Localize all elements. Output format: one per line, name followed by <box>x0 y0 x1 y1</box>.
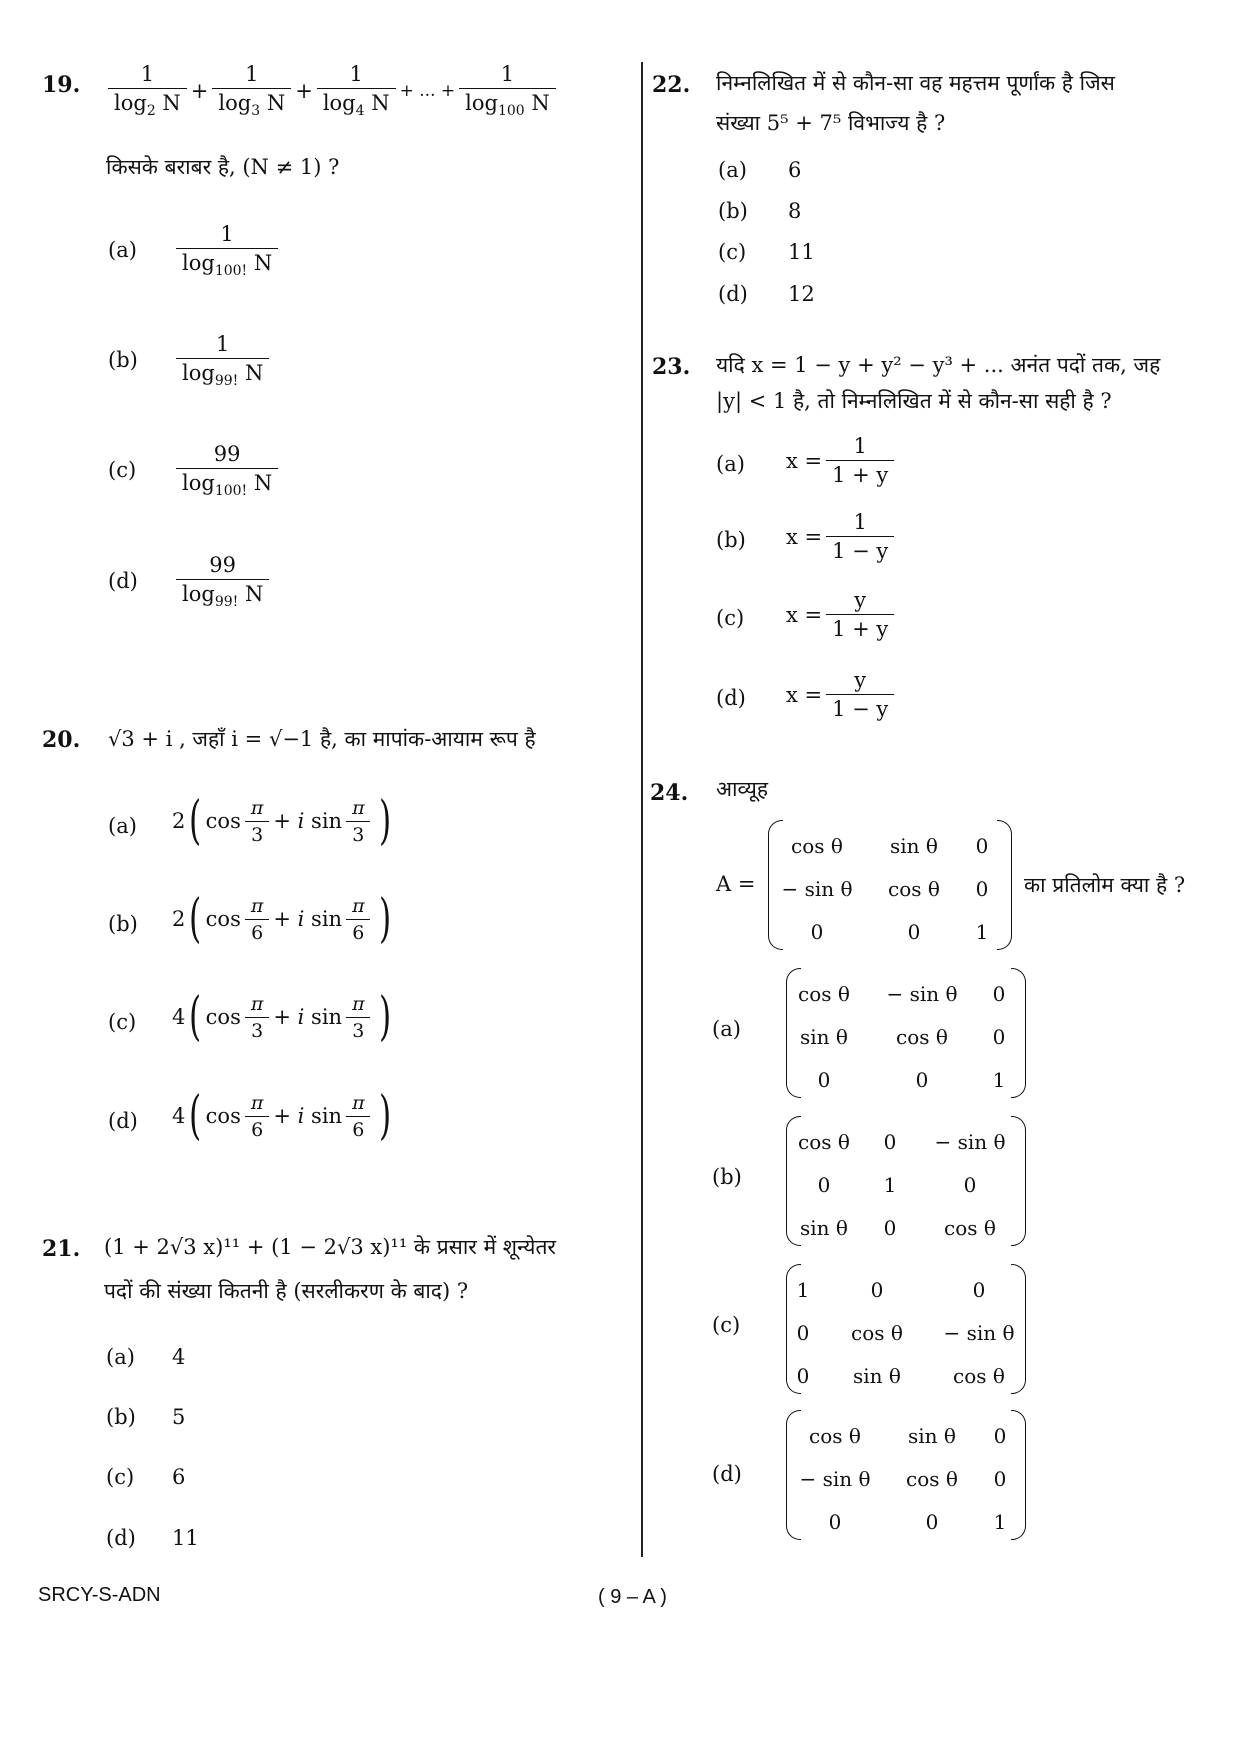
q21-option-c-label: (c) <box>106 1465 135 1489</box>
footer-code: SRCY-S-ADN <box>38 1584 161 1606</box>
matrix-cell: 0 <box>975 833 989 858</box>
q19-term-3: $\frac{1}{\log_4 N}$ <box>317 62 396 119</box>
q23-option-d[interactable]: x = $\frac{y}{1 - y}$ <box>786 668 898 721</box>
matrix-cell: cos θ <box>791 833 843 858</box>
q21-option-d-label: (d) <box>106 1526 136 1550</box>
matrix-cell: cos θ <box>888 876 940 901</box>
q19-term-4: $\frac{1}{\log_{100} N}$ <box>459 62 556 119</box>
q21-option-d[interactable]: 11 <box>172 1526 199 1550</box>
q21-line-1: (1 + 2√3 x)¹¹ + (1 − 2√3 x)¹¹ के प्रसार में शून्येतर <box>104 1235 557 1259</box>
matrix-cell: sin θ <box>890 833 938 858</box>
matrix-cell: 1 <box>796 1277 810 1302</box>
q19-option-d-label: (d) <box>108 569 138 593</box>
question-number-22: 22. <box>652 72 691 98</box>
q19-text: किसके बराबर है, (N ≠ 1) ? <box>106 155 340 179</box>
matrix-cell: 1 <box>975 919 989 944</box>
matrix-cell: 0 <box>907 919 921 944</box>
matrix-cell: − sin θ <box>934 1129 1006 1154</box>
matrix-cell: − sin θ <box>886 981 958 1006</box>
matrix-cell: 0 <box>796 1363 810 1388</box>
q21-option-b-label: (b) <box>106 1405 136 1429</box>
q19-term-1: $\frac{1}{\log_2 N}$ <box>108 62 187 119</box>
q19-expression: $\frac{1}{\log_2 N}$ + $\frac{1}{\log_3 N}$ + $\frac{1}{\log_4 N}$ + ... + $\frac{1}{\log_{100} N}$ <box>104 62 560 119</box>
q23-line-2: |y| < 1 है, तो निम्नलिखित में से कौन-सा सही है ? <box>716 389 1112 413</box>
q19-option-c-label: (c) <box>108 458 137 482</box>
q19-option-a-label: (a) <box>108 238 137 262</box>
q24-option-d[interactable] <box>786 1410 1026 1540</box>
matrix-cell: cos θ <box>851 1320 903 1345</box>
matrix-cell: cos θ <box>953 1363 1005 1388</box>
matrix-cell: 0 <box>817 1172 831 1197</box>
q24-option-c-label: (c) <box>712 1313 741 1337</box>
matrix-cell: 0 <box>993 1423 1007 1448</box>
q20-option-d-label: (d) <box>108 1109 138 1133</box>
q24-option-a-label: (a) <box>712 1017 741 1041</box>
q24-matrix-a <box>768 820 1012 950</box>
matrix-cell: sin θ <box>908 1423 956 1448</box>
question-number-24: 24. <box>650 780 689 806</box>
q22-option-a-label: (a) <box>718 158 747 182</box>
q24-suffix: का प्रतिलोम क्या है ? <box>1024 873 1186 897</box>
matrix-cell: 0 <box>975 876 989 901</box>
q23-option-c[interactable]: x = $\frac{y}{1 + y}$ <box>786 588 898 641</box>
q21-option-a[interactable]: 4 <box>172 1345 186 1369</box>
q24-option-b-label: (b) <box>712 1165 742 1189</box>
q24-title: आव्यूह <box>716 777 768 801</box>
q23-line-1: यदि x = 1 − y + y² − y³ + ... अनंत पदों तक, जह <box>716 353 1161 377</box>
matrix-cell: cos θ <box>798 981 850 1006</box>
q23-option-b-label: (b) <box>716 528 746 552</box>
question-number-20: 20. <box>42 727 81 753</box>
matrix-cell: sin θ <box>800 1024 848 1049</box>
matrix-cell: cos θ <box>809 1423 861 1448</box>
q24-option-a[interactable] <box>786 968 1026 1098</box>
matrix-cell: 0 <box>925 1509 939 1534</box>
q20-option-c-label: (c) <box>108 1010 137 1034</box>
column-divider <box>641 62 643 1557</box>
q22-option-d-label: (d) <box>718 282 748 306</box>
q23-option-a-label: (a) <box>716 452 745 476</box>
q20-text: √3 + i , जहाँ i = √−1 है, का मापांक-आयाम रूप है <box>108 727 536 751</box>
q21-line-2: पदों की संख्या कितनी है (सरलीकरण के बाद) ? <box>104 1279 469 1303</box>
q20-option-a[interactable]: 2 ( cos $\frac{\pi}{3}$ + i sin $\frac{\pi}{3}$ ) <box>172 791 391 851</box>
matrix-cell: 0 <box>963 1172 977 1197</box>
q20-option-c[interactable]: 4 ( cos $\frac{\pi}{3}$ + i sin $\frac{\pi}{3}$ ) <box>172 987 391 1047</box>
matrix-cell: 0 <box>992 981 1006 1006</box>
question-number-21: 21. <box>42 1236 81 1262</box>
q23-option-b[interactable]: x = $\frac{1}{1 - y}$ <box>786 510 898 563</box>
matrix-cell: 0 <box>810 919 824 944</box>
q23-option-c-label: (c) <box>716 606 745 630</box>
matrix-cell: 1 <box>992 1067 1006 1092</box>
matrix-cell: 0 <box>915 1067 929 1092</box>
q19-option-d[interactable]: $\frac{99}{\log_{99!} N}$ <box>172 553 273 610</box>
q19-option-a[interactable]: $\frac{1}{\log_{100!} N}$ <box>172 222 282 279</box>
q22-option-b[interactable]: 8 <box>788 199 802 223</box>
q22-option-d[interactable]: 12 <box>788 282 815 306</box>
q22-line-1: निम्नलिखित में से कौन-सा वह महत्तम पूर्णांक है जिस <box>716 71 1115 95</box>
matrix-cell: 0 <box>817 1067 831 1092</box>
question-number-23: 23. <box>652 354 691 380</box>
q19-option-b-label: (b) <box>108 348 138 372</box>
q22-line-2: संख्या 5⁵ + 7⁵ विभाज्य है ? <box>716 111 946 135</box>
q24-matrix-lhs: A = <box>716 872 756 896</box>
question-number-19: 19. <box>42 72 81 98</box>
matrix-cell: 1 <box>993 1509 1007 1534</box>
matrix-cell: 0 <box>828 1509 842 1534</box>
q21-option-b[interactable]: 5 <box>172 1405 186 1429</box>
q22-option-a[interactable]: 6 <box>788 158 802 182</box>
q24-option-d-label: (d) <box>712 1462 742 1486</box>
matrix-cell: cos θ <box>798 1129 850 1154</box>
matrix-cell: 0 <box>992 1024 1006 1049</box>
q20-option-b-label: (b) <box>108 912 138 936</box>
matrix-cell: 0 <box>870 1277 884 1302</box>
q24-option-b[interactable] <box>786 1116 1026 1246</box>
matrix-cell: sin θ <box>853 1363 901 1388</box>
matrix-cell: cos θ <box>944 1215 996 1240</box>
matrix-cell: − sin θ <box>799 1466 871 1491</box>
q24-option-c[interactable] <box>786 1264 1026 1394</box>
matrix-cell: − sin θ <box>781 876 853 901</box>
page-number: ( 9 – A ) <box>598 1586 667 1608</box>
matrix-cell: sin θ <box>800 1215 848 1240</box>
matrix-cell: − sin θ <box>943 1320 1015 1345</box>
matrix-cell: cos θ <box>896 1024 948 1049</box>
q23-option-d-label: (d) <box>716 686 746 710</box>
matrix-cell: 0 <box>993 1466 1007 1491</box>
q21-option-c[interactable]: 6 <box>172 1465 186 1489</box>
matrix-cell: 0 <box>796 1320 810 1345</box>
q22-option-b-label: (b) <box>718 199 748 223</box>
matrix-cell: 0 <box>883 1129 897 1154</box>
matrix-cell: 1 <box>883 1172 897 1197</box>
q20-option-a-label: (a) <box>108 814 137 838</box>
q23-option-a[interactable]: x = $\frac{1}{1 + y}$ <box>786 434 898 487</box>
q21-option-a-label: (a) <box>106 1345 135 1369</box>
q20-option-d[interactable]: 4 ( cos $\frac{\pi}{6}$ + i sin $\frac{\pi}{6}$ ) <box>172 1086 391 1146</box>
q19-option-c[interactable]: $\frac{99}{\log_{100!} N}$ <box>172 442 282 499</box>
q20-option-b[interactable]: 2 ( cos $\frac{\pi}{6}$ + i sin $\frac{\pi}{6}$ ) <box>172 889 391 949</box>
matrix-cell: cos θ <box>906 1466 958 1491</box>
q22-option-c-label: (c) <box>718 240 747 264</box>
matrix-cell: 0 <box>972 1277 986 1302</box>
q19-option-b[interactable]: $\frac{1}{\log_{99!} N}$ <box>172 332 273 389</box>
q22-option-c[interactable]: 11 <box>788 240 815 264</box>
matrix-cell: 0 <box>883 1215 897 1240</box>
q19-term-2: $\frac{1}{\log_3 N}$ <box>212 62 291 119</box>
